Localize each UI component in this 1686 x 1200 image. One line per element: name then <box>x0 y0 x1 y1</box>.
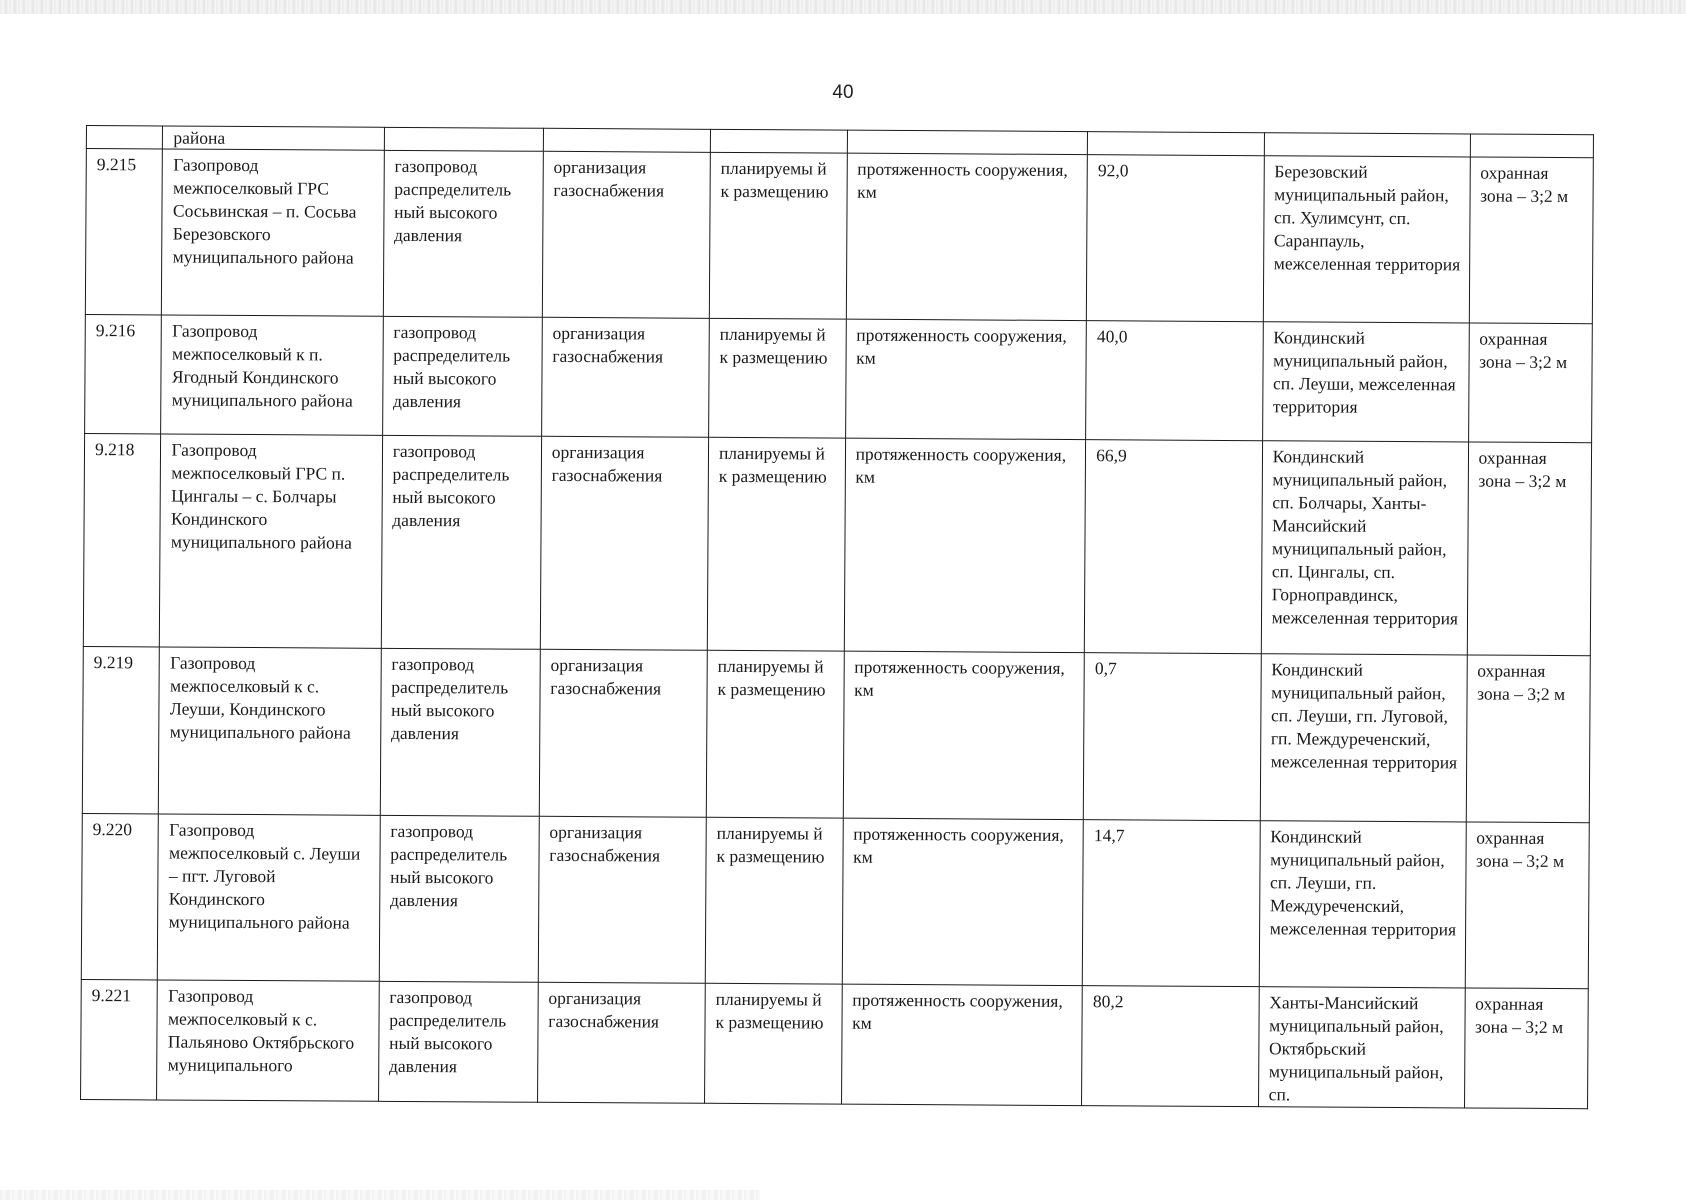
cell-number: 9.218 <box>83 433 161 646</box>
cell-characteristic <box>847 130 1088 154</box>
cell-type <box>384 127 543 151</box>
cell-purpose: организация газоснабжения <box>540 436 709 650</box>
cell-type: газопровод распределитель ный высокого давления <box>380 648 540 816</box>
scan-edge-top <box>0 0 1686 14</box>
cell-length <box>1088 132 1265 156</box>
cell-location: Кондинский муниципальный район, сп. Болчары, Ханты-Мансийский муниципальный район, сп. Цингалы, сп. Горноправдинск, межселенная территория <box>1261 441 1468 655</box>
cell-number: 9.221 <box>81 979 158 1099</box>
cell-zone: охранная зона – 3;2 м <box>1466 655 1590 823</box>
cell-type: газопровод распределитель ный высокого давления <box>381 435 541 649</box>
cell-type: газопровод распределитель ный высокого давления <box>383 150 543 317</box>
cell-length: 14,7 <box>1082 820 1259 987</box>
cell-name: Газопровод межпоселковый к п. Ягодный Кондинского муниципального района <box>161 315 383 435</box>
cell-status: планируемы й к размещению <box>709 318 846 438</box>
cell-purpose: организация газоснабжения <box>537 982 705 1103</box>
cell-zone: охранная зона – 3;2 м <box>1464 988 1588 1109</box>
cell-status: планируемы й к размещению <box>705 817 843 984</box>
cell-status: планируемы й к размещению <box>707 437 845 651</box>
cell-name: Газопровод межпоселковый ГРС п. Цингалы – с. Болчары Кондинского муниципального района <box>160 434 383 648</box>
cell-characteristic: протяженность сооружения, км <box>846 153 1088 320</box>
cell-number: 9.216 <box>85 314 162 433</box>
cell-characteristic: протяженность сооружения, км <box>845 319 1086 439</box>
cell-location: Березовский муниципальный район, сп. Хулимсунт, сп. Саранпауль, межселенная территория <box>1263 156 1470 323</box>
table-row <box>81 813 1589 988</box>
table-row <box>82 646 1590 822</box>
cell-purpose: организация газоснабжения <box>541 317 709 437</box>
cell-characteristic: протяженность сооружения, км <box>842 818 1084 985</box>
cell-characteristic: протяженность сооружения, км <box>841 984 1082 1105</box>
cell-length: 92,0 <box>1087 155 1264 322</box>
cell-status: планируемы й к размещению <box>705 983 842 1104</box>
cell-number <box>86 126 163 149</box>
cell-zone: охранная зона – 3;2 м <box>1468 323 1592 443</box>
cell-zone: охранная зона – 3;2 м <box>1465 822 1589 989</box>
cell-status: планируемы й к размещению <box>709 152 847 319</box>
cell-length: 40,0 <box>1086 321 1263 441</box>
gas-pipeline-table <box>80 125 1594 1109</box>
cell-length: 66,9 <box>1085 440 1263 654</box>
cell-location: Кондинский муниципальный район, сп. Леуши, межселенная территория <box>1262 322 1469 442</box>
cell-number: 9.219 <box>82 646 159 813</box>
cell-characteristic: протяженность сооружения, км <box>844 438 1086 652</box>
cell-name: Газопровод межпоселковый ГРС Сосьвинская – п. Сосьва Березовского муниципального района <box>162 149 384 316</box>
cell-zone: охранная зона – 3;2 м <box>1467 442 1592 656</box>
cell-location <box>1264 133 1470 157</box>
cell-number: 9.215 <box>85 149 162 315</box>
cell-status: планируемы й к размещению <box>706 650 844 818</box>
cell-zone <box>1470 134 1594 158</box>
cell-length: 0,7 <box>1083 653 1260 821</box>
cell-type: газопровод распределитель ный высокого давления <box>378 981 538 1102</box>
cell-location: Ханты-Мансийский муниципальный район, Октябрьский муниципальный район, сп. <box>1258 987 1465 1108</box>
cell-location: Кондинский муниципальный район, сп. Леуши, гп. Междуреченский, межселенная территория <box>1259 821 1466 988</box>
table-row <box>81 979 1589 1108</box>
page-number: 40 <box>832 82 854 103</box>
cell-name: Газопровод межпоселковый к с. Леуши, Кондинского муниципального района <box>159 647 381 815</box>
table-container <box>80 125 1594 1105</box>
table-row <box>85 149 1593 324</box>
cell-name: Газопровод межпоселковый к с. Пальяново Октябрьского муниципального <box>157 980 379 1101</box>
cell-length: 80,2 <box>1082 986 1259 1107</box>
cell-characteristic: протяженность сооружения, км <box>843 651 1085 819</box>
cell-purpose: организация газоснабжения <box>538 816 706 983</box>
cell-zone: охранная зона – 3;2 м <box>1469 157 1593 324</box>
cell-status <box>710 129 847 153</box>
cell-name: района <box>163 126 384 150</box>
table-row <box>85 314 1593 442</box>
cell-purpose: организация газоснабжения <box>539 649 707 817</box>
cell-type: газопровод распределитель ный высокого давления <box>382 316 542 436</box>
cell-purpose: организация газоснабжения <box>542 151 710 318</box>
scan-edge-bottom <box>0 1190 760 1200</box>
cell-name: Газопровод межпоселковый с. Леуши – пгт. Луговой Кондинского муниципального района <box>158 814 380 981</box>
cell-number: 9.220 <box>81 813 158 979</box>
cell-type: газопровод распределитель ный высокого давления <box>379 815 539 982</box>
cell-location: Кондинский муниципальный район, сп. Леуши, гп. Луговой, гп. Междуреченский, межселенная территория <box>1260 654 1467 822</box>
cell-purpose <box>543 128 710 152</box>
table-row <box>83 433 1591 655</box>
